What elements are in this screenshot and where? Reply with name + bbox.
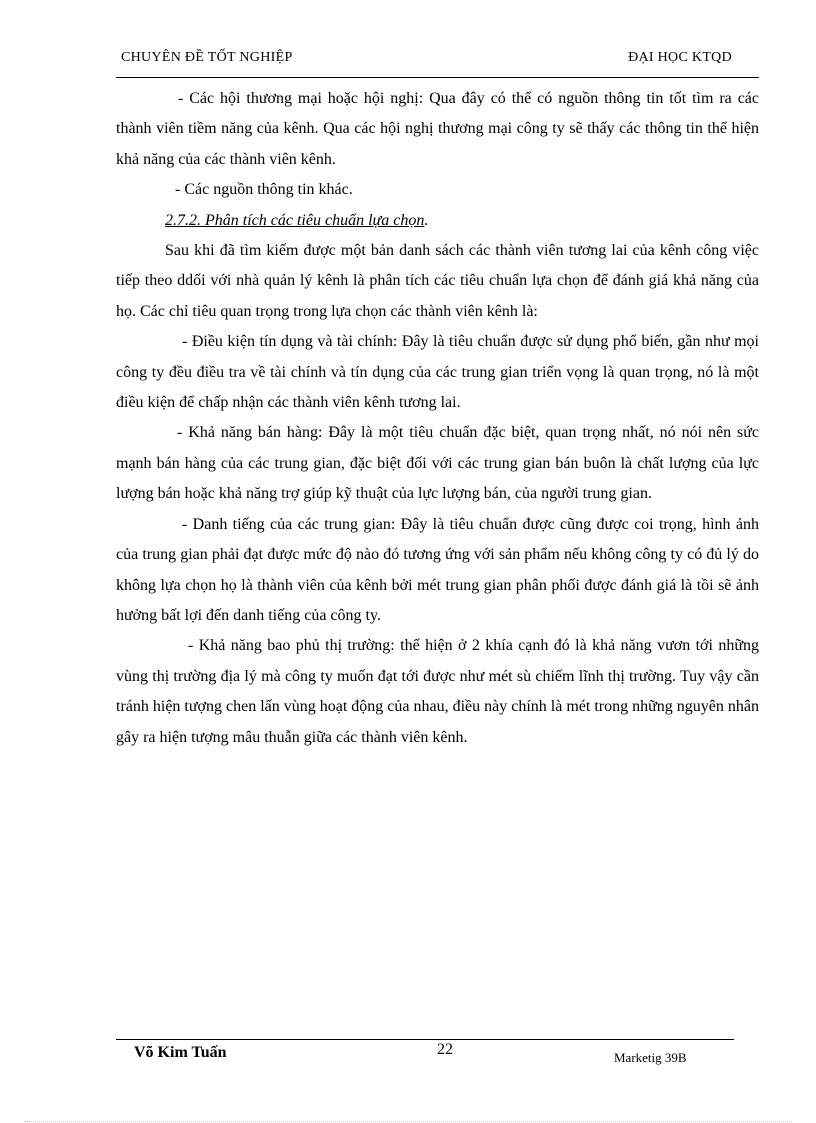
section-subheading-text: 2.7.2. Phân tích các tiêu chuẩn lựa chọn — [165, 211, 425, 229]
section-subheading — [116, 206, 759, 236]
paragraph-market-coverage: - Khả năng bao phủ thị trường: thể hiện ở 2 khía cạnh đó là khả năng vươn tới những vùng thị trường địa lý mà công ty muốn đạt tới được như mét sù chiếm lĩnh thị trường. Tuy vậy cần tránh hiện tượng chen lấn vùng hoạt động của nhau, điều này chính là mét trong những nguyên nhân gây ra hiện tượng mâu thuẫn giữa các thành viên kênh. — [116, 637, 759, 746]
paragraph-reputation: - Danh tiếng của các trung gian: Đây là tiêu chuẩn được cũng được coi trọng, hình ảnh của trung gian phải đạt được mức độ nào đó tương ứng với sản phẩm nếu không công ty có đủ lý do không lựa chọn họ là thành viên của kênh bởi mét trung gian phân phối được đánh giá là tồi sẽ ảnh hưởng bất lợi đến danh tiếng của công ty. — [116, 515, 759, 624]
paragraph-sales-ability: - Khả năng bán hàng: Đây là một tiêu chuẩn đặc biệt, quan trọng nhất, nó nói nên sức mạnh bán hàng của các trung gian, đặc biệt đối với các trung gian bán buôn là chất lượng của lực lượng bán hoặc khả năng trợ giúp kỹ thuật của lực lượng bán, của người trung gian. — [116, 424, 759, 503]
header-divider — [116, 77, 759, 78]
paragraph-selection-intro: Sau khi đã tìm kiếm được một bản danh sách các thành viên tương lai của kênh công việc tiếp theo ddối với nhà quản lý kênh là phân tích các tiêu chuẩn lựa chọn để đánh giá khả năng của họ. Các chỉ tiêu quan trọng trong lựa chọn các thành viên kênh là: — [116, 242, 759, 320]
section-subheading-suffix: . — [424, 211, 429, 229]
page-edge-dotted-line — [24, 1121, 792, 1122]
header-title-left: CHUYÊN ĐỀ TỐT NGHIỆP — [121, 50, 293, 65]
footer-page-number: 22 — [437, 1041, 453, 1058]
paragraph-trade-associations: - Các hội thương mại hoặc hội nghị: Qua đây có thể có nguồn thông tin tốt tìm ra các thành viên tiềm năng của kênh. Qua các hội nghị thương mại công ty sẽ thấy các thông tin thể hiện khả năng của các thành viên kênh. — [116, 90, 759, 168]
paragraph-credit-finance: - Điều kiện tín dụng và tài chính: Đây là tiêu chuẩn được sử dụng phổ biến, gần như mọi công ty đều điều tra về tài chính và tín dụng của các trung gian triển vọng là quan trọng, nó là một điều kiện để chấp nhận các thành viên kênh tương lai. — [116, 333, 759, 412]
paragraph-other-sources: - Các nguồn thông tin khác. — [175, 181, 353, 199]
footer-class-name: Marketig 39B — [614, 1050, 687, 1065]
header-title-right: ĐẠI HỌC KTQD — [628, 50, 732, 65]
footer-divider — [116, 1039, 734, 1040]
footer-author: Võ Kim Tuấn — [134, 1044, 227, 1061]
document-body — [116, 84, 759, 753]
